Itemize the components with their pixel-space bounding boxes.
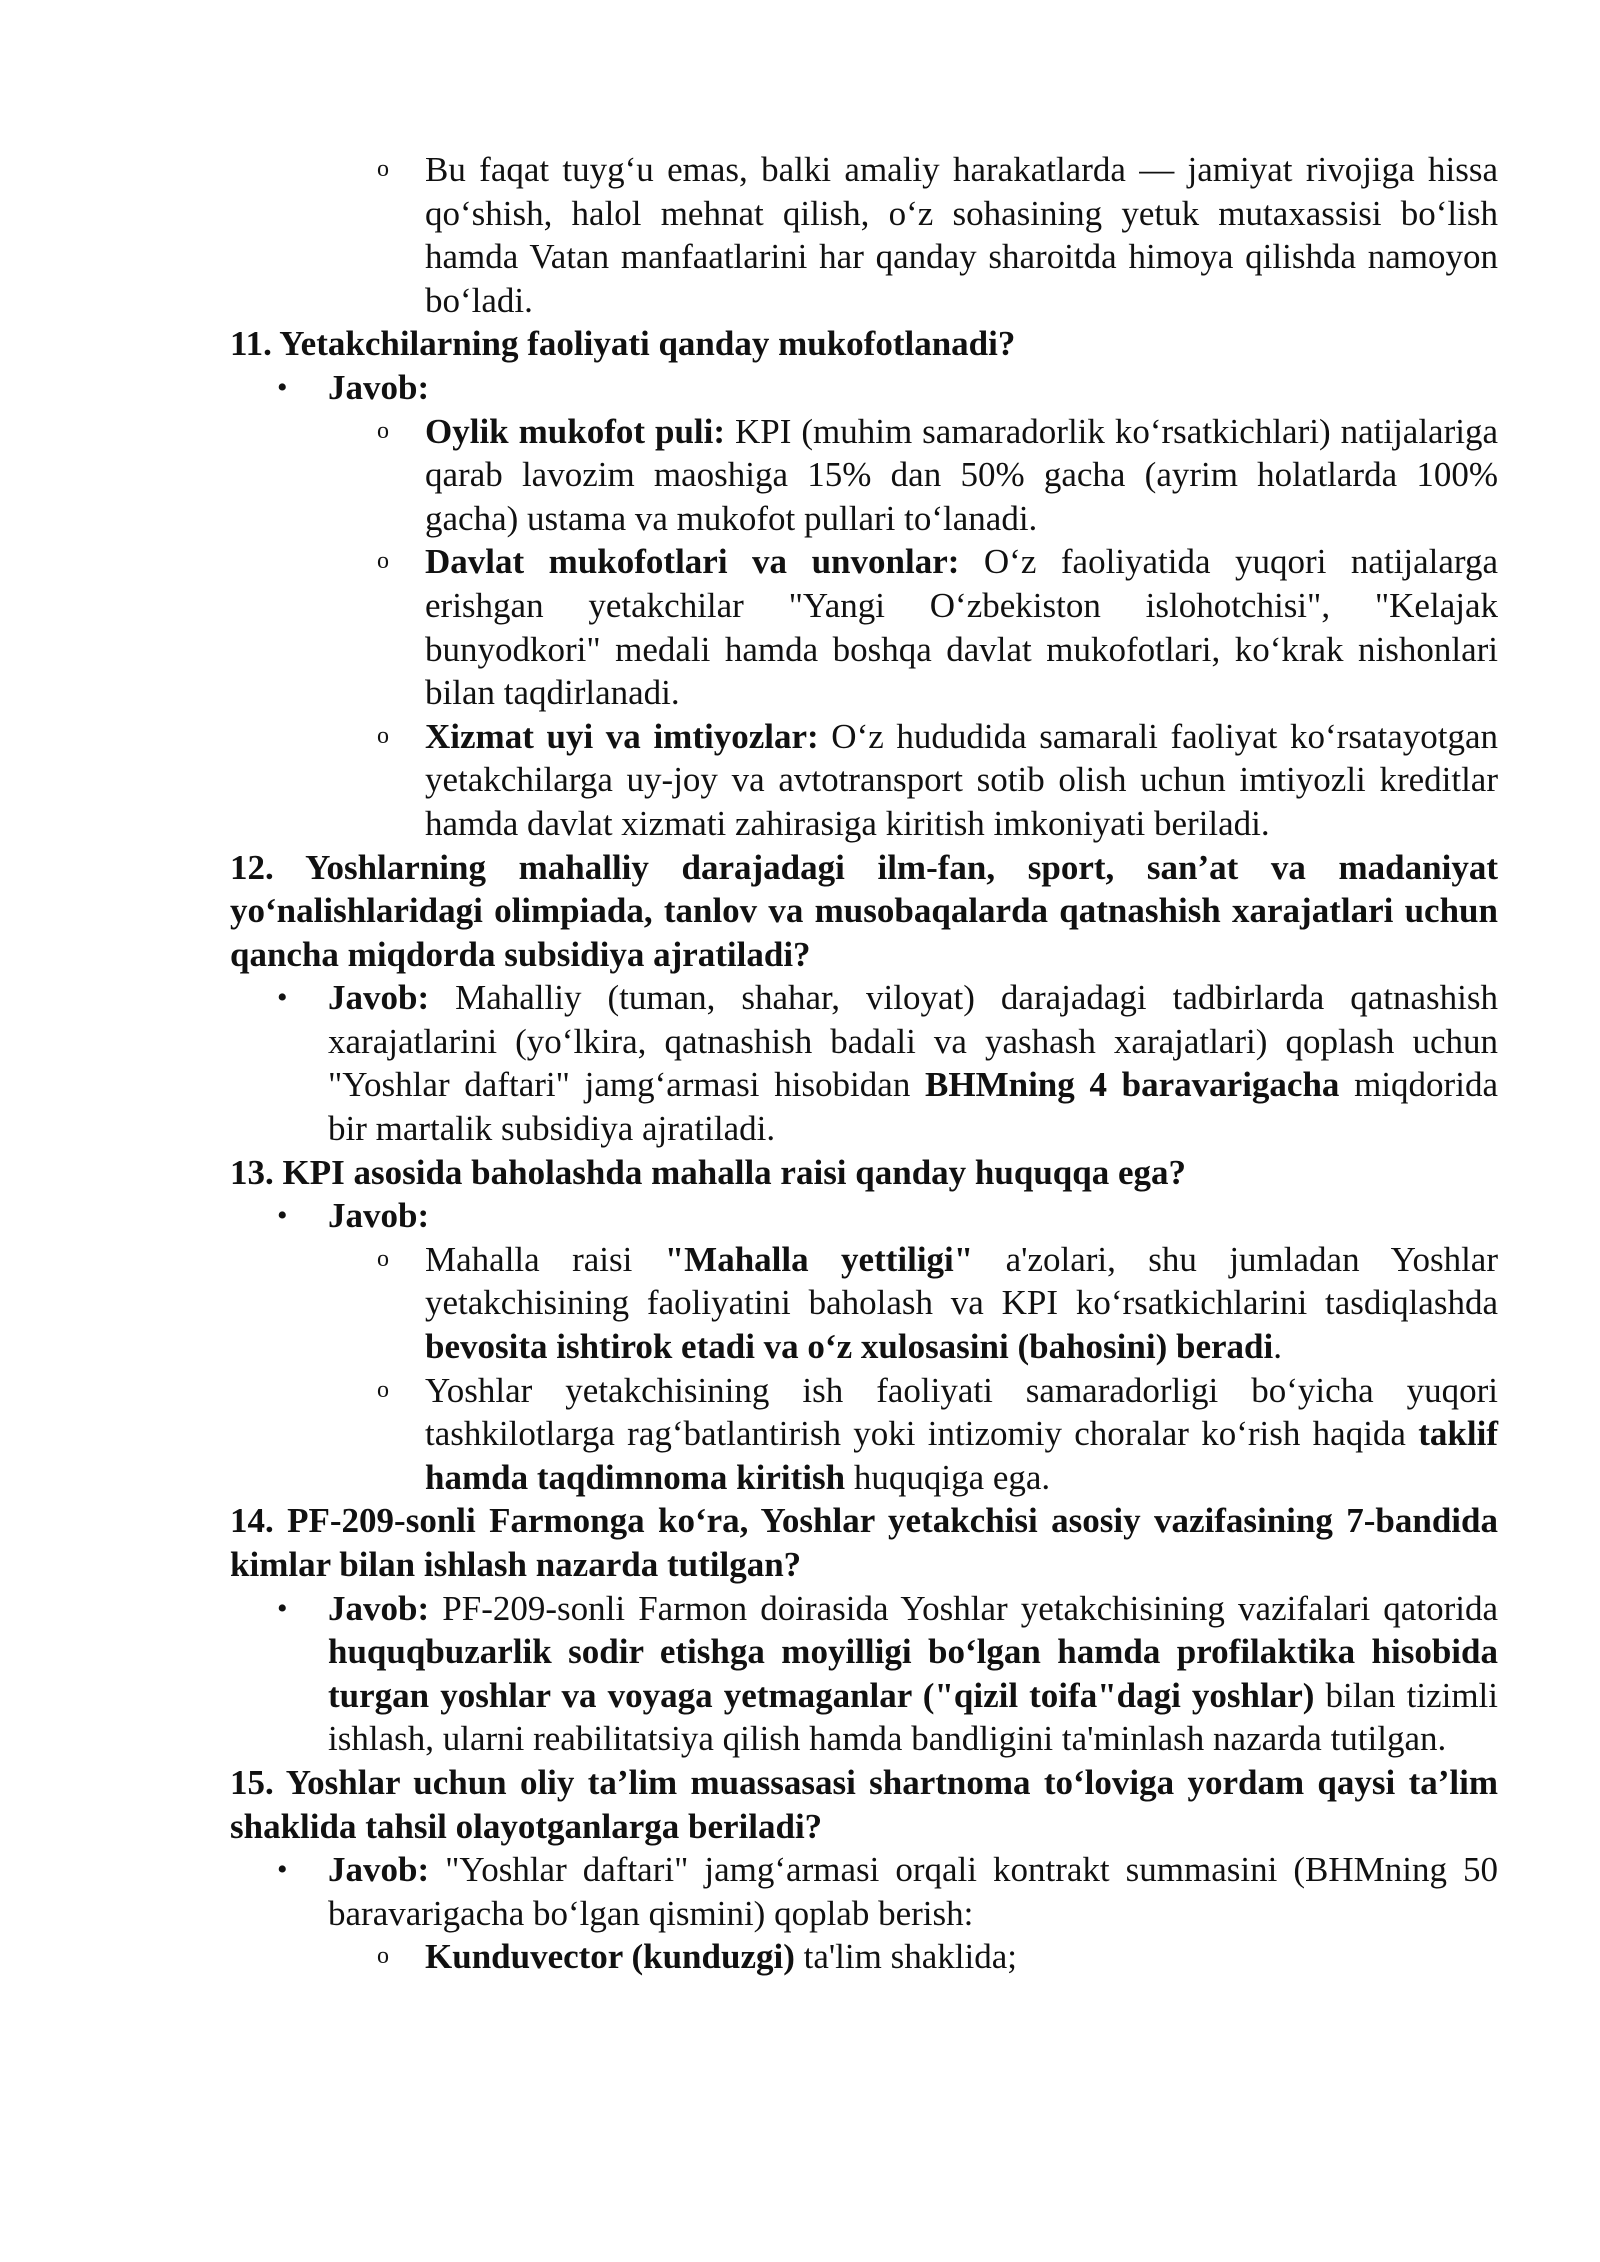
answer-15 [230, 1848, 1498, 1935]
bullet-marker: • [277, 1199, 288, 1233]
sub-item-11-3 [230, 715, 1498, 846]
bullet-marker: • [277, 370, 288, 404]
sub-bullet-marker: o [377, 548, 389, 575]
sub-bullet-marker: o [377, 1376, 389, 1403]
sub-item-text: O‘z faoliyatida yuqori natijalarga erishgan yetakchilar "Yangi O‘zbekiston islohotchisi", "Kelajak bunyodkori" medali hamda boshqa davlat mukofotlari, ko‘krak nishonlari bilan taqdirlanadi. [425, 542, 1498, 713]
answer-label: Javob: [328, 1196, 430, 1236]
question-13: 13. KPI asosida baholashda mahalla raisi qanday huquqqa ega? [230, 1152, 1187, 1192]
document-page [230, 148, 1498, 1979]
sub-item-text: ta'lim shaklida; [794, 1937, 1017, 1977]
answer-highlight: BHMning 4 baravarigacha [925, 1065, 1340, 1105]
sub-item-text: Yoshlar yetakchisining ish faoliyati samaradorligi bo‘yicha yuqori tashkilotlarga rag‘batlantirish yoki intizomiy choralar ko‘rish haqida [425, 1370, 1498, 1454]
sub-item-text: O‘z hududida samarali faoliyat ko‘rsatayotgan yetakchilarga uy-joy va avtotransport sotib olish uchun imtiyozli kreditlar hamda davlat xizmati zahirasiga kiritish imkoniyati beriladi. [425, 716, 1498, 843]
sub-item-highlight: bevosita ishtirok etadi va o‘z xulosasini (bahosini) beradi [425, 1327, 1274, 1367]
sub-item-text: . [1273, 1327, 1282, 1367]
answer-label: Javob: [328, 1850, 430, 1890]
sub-bullet-marker: o [377, 417, 389, 444]
question-15: 15. Yoshlar uchun oliy ta’lim muassasasi shartnoma to‘loviga yordam qaysi ta’lim shaklida tahsil olayotganlarga beriladi? [230, 1762, 1498, 1846]
answer-text: miqdorida bir martalik subsidiya ajratiladi. [328, 1065, 1498, 1149]
question-14: 14. PF-209-sonli Farmonga ko‘ra, Yoshlar yetakchisi asosiy vazifasining 7-bandida kimlar bilan ishlash nazarda tutilgan? [230, 1501, 1498, 1584]
answer-label: Javob: [328, 978, 430, 1018]
sub-bullet-marker: o [377, 722, 389, 749]
sub-bullet-marker: o [377, 1245, 389, 1272]
answer-text: Mahalliy (tuman, shahar, viloyat) darajadagi tadbirlarda qatnashish xarajatlarini (yo‘lkira, qatnashish badali va yashash xarajatlari) qoplash uchun "Yoshlar daftari" jamg‘armasi hisobidan [328, 978, 1498, 1105]
bullet-marker: • [277, 1591, 288, 1625]
sub-item-heading: Oylik mukofot puli: [425, 411, 726, 451]
sub-item-11-1 [230, 410, 1498, 541]
answer-label: Javob: [328, 1588, 430, 1628]
sub-item-text: KPI (muhim samaradorlik ko‘rsatkichlari) natijalariga qarab lavozim maoshiga 15% dan 50% gacha (ayrim holatlarda 100% gacha) ustama va mukofot pullari to‘lanadi. [425, 411, 1498, 538]
sub-item-text: Bu faqat tuyg‘u emas, balki amaliy harakatlarda — jamiyat rivojiga hissa qo‘shish, halol mehnat qilish, o‘z sohasining yetuk mutaxassisi bo‘lish hamda Vatan manfaatlarini har qanday sharoitda himoya qilishda namoyon bo‘ladi. [425, 150, 1498, 320]
answer-text: PF-209-sonli Farmon doirasida Yoshlar yetakchisining vazifalari qatorida [429, 1588, 1498, 1628]
answer-text: "Yoshlar daftari" jamg‘armasi orqali kontrakt summasini (BHMning 50 baravarigacha bo‘lgan qismini) qoplab berish: [328, 1850, 1498, 1933]
question-12: 12. Yoshlarning mahalliy darajadagi ilm-fan, sport, san’at va madaniyat yo‘nalishlaridagi olimpiada, tanlov va musobaqalarda qatnashish xarajatlari uchun qancha miqdorda subsidiya ajratiladi? [230, 847, 1498, 974]
answer-11 [230, 366, 1498, 410]
sub-item-text: Mahalla raisi [425, 1239, 665, 1279]
bullet-marker: • [277, 981, 288, 1015]
answer-13 [230, 1194, 1498, 1238]
sub-item-11-2 [230, 540, 1498, 714]
sub-item-highlight: taklif hamda taqdimnoma kiritish [425, 1414, 1498, 1497]
answer-label: Javob: [328, 367, 430, 407]
question-11: 11. Yetakchilarning faoliyati qanday mukofotlanadi? [230, 324, 1016, 364]
sub-item-heading: Kunduvector (kunduzgi) [425, 1937, 795, 1977]
bullet-marker: • [277, 1853, 288, 1887]
answer-12 [230, 976, 1498, 1150]
sub-item-text: a'zolari, shu jumladan Yoshlar yetakchisining faoliyatini baholash va KPI ko‘rsatkichlarini tasdiqlashda [425, 1239, 1498, 1323]
sub-item-15-1 [230, 1935, 1498, 1979]
sub-item-text: huquqiga ega. [845, 1457, 1051, 1497]
answer-highlight: huquqbuzarlik sodir etishga moyilligi bo‘lgan hamda profilaktika hisobida turgan yoshlar va voyaga yetmaganlar ("qizil toifa"dagi yoshlar) [328, 1632, 1498, 1715]
sub-item-highlight: "Mahalla yettiligi" [664, 1239, 974, 1279]
sub-item-10-1 [230, 148, 1498, 322]
answer-14 [230, 1587, 1498, 1761]
sub-bullet-marker: o [377, 1943, 389, 1970]
answer-text: bilan tizimli ishlash, ularni reabilitatsiya qilish hamda bandligini ta'minlash nazarda tutilgan. [328, 1675, 1498, 1759]
sub-item-13-1 [230, 1238, 1498, 1369]
sub-item-heading: Davlat mukofotlari va unvonlar: [425, 542, 960, 582]
sub-item-heading: Xizmat uyi va imtiyozlar: [425, 716, 819, 756]
sub-bullet-marker: o [377, 156, 389, 182]
sub-item-13-2 [230, 1369, 1498, 1500]
